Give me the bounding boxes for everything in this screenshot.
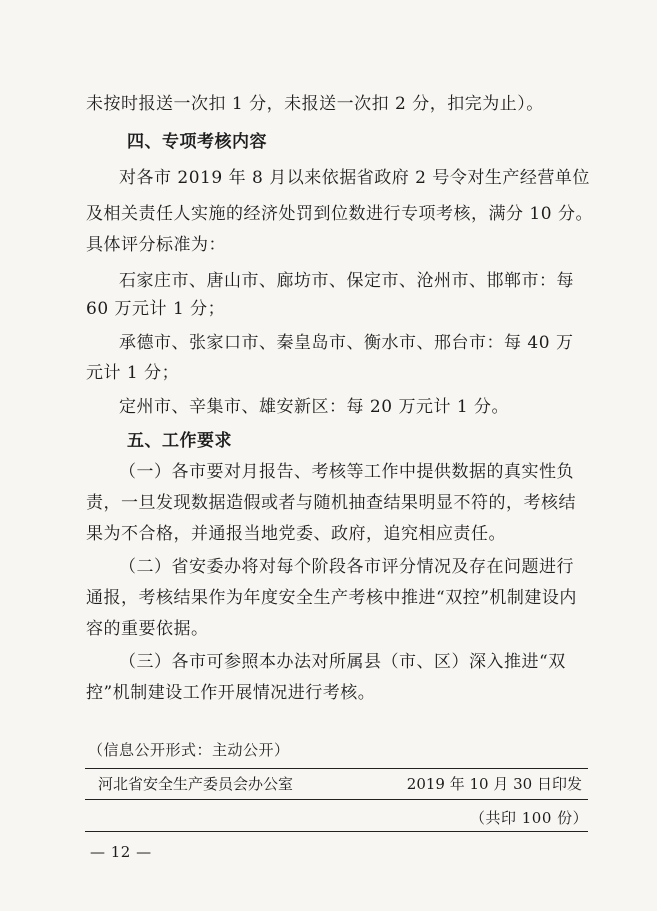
- text-line-17: 控”机制建设工作开展情况进行考核。: [86, 683, 376, 703]
- text-line-10: （一）各市要对月报告、考核等工作中提供数据的真实性负: [119, 462, 574, 482]
- print-count: （共印 100 份）: [470, 809, 589, 827]
- page-number: — 12 —: [90, 843, 152, 861]
- disclosure-note: （信息公开形式：主动公开）: [88, 741, 290, 759]
- text-line-13: （二）省安委办将对每个阶段各市评分情况及存在问题进行: [119, 557, 574, 577]
- text-line-8: 元计 1 分；: [86, 363, 180, 383]
- text-line-12: 果为不合格，并通报当地党委、政府，追究相应责任。: [86, 524, 506, 544]
- text-line-1: 未按时报送一次扣 1 分，未报送一次扣 2 分，扣完为止）。: [86, 94, 544, 114]
- text-line-9: 定州市、辛集市、雄安新区：每 20 万元计 1 分。: [119, 397, 510, 417]
- section-heading-5: 五、工作要求: [127, 431, 232, 451]
- text-line-3: 及相关责任人实施的经济处罚到位数进行专项考核，满分 10 分。: [86, 204, 593, 224]
- issuer-row: [98, 773, 582, 795]
- text-line-5: 石家庄市、唐山市、廊坊市、保定市、沧州市、邯郸市：每: [119, 271, 574, 291]
- text-line-2: 对各市 2019 年 8 月以来依据省政府 2 号令对生产经营单位: [119, 168, 590, 188]
- divider-middle: [85, 799, 588, 800]
- text-line-4: 具体评分标准为：: [86, 235, 226, 255]
- text-line-7: 承德市、张家口市、秦皇岛市、衡水市、邢台市：每 40 万: [119, 333, 574, 353]
- text-line-15: 容的重要依据。: [86, 619, 209, 639]
- issue-date: 2019 年 10 月 30 日印发: [406, 775, 582, 793]
- text-line-14: 通报，考核结果作为年度安全生产考核中推进“双控”机制建设内: [86, 588, 577, 608]
- text-line-6: 60 万元计 1 分；: [86, 299, 226, 319]
- text-line-16: （三）各市可参照本办法对所属县（市、区）深入推进“双: [119, 652, 566, 672]
- section-heading-4: 四、专项考核内容: [127, 132, 267, 152]
- text-line-11: 责，一旦发现数据造假或者与随机抽查结果明显不符的，考核结: [86, 493, 576, 513]
- divider-top: [85, 768, 588, 769]
- divider-bottom: [85, 831, 588, 832]
- issuer-name: 河北省安全生产委员会办公室: [98, 775, 294, 793]
